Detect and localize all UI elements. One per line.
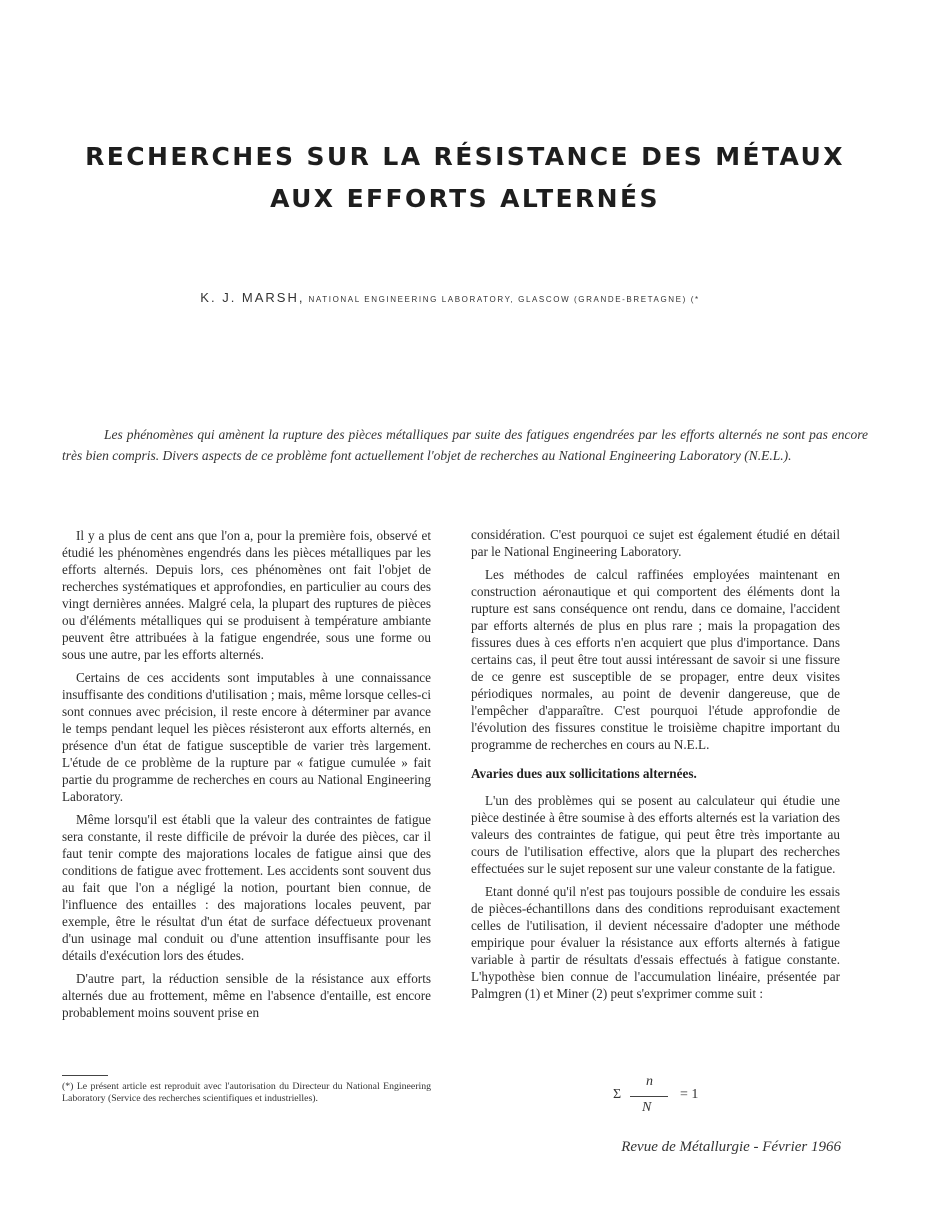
right-paragraph-4: Etant donné qu'il n'est pas toujours possible de conduire les essais de pièces-échantillons dans des conditions reproduisant exactement celles de l'utilisation, il devient nécessaire d'adopter une méthode empirique pour évaluer la résistance aux efforts alternés à fatigue variable à partir de résultats d'essais effectués à fatigue constante. L'hypothèse bien connue de l'accumulation linéaire, présentée par Palmgren (1) et Miner (2) peut s'exprimer comme suit : [471, 884, 840, 1001]
formula-numerator: n [646, 1074, 653, 1089]
author-affiliation: NATIONAL ENGINEERING LABORATORY, GLASCOW (GRANDE-BRETAGNE) (* [308, 295, 700, 304]
right-paragraph-3: L'un des problèmes qui se posent au calculateur qui étudie une pièce destinée à être soumise à des efforts alternés est la variation des valeurs des contraintes de fatigue, qui peut être très importante au cours de l'utilisation effective, alors que la plupart des recherches effectuées sur le sujet reposent sur une valeur constante de la fatigue. [471, 793, 840, 876]
footnote-rule [62, 1075, 108, 1076]
journal-footer: Revue de Métallurgie - Février 1966 [621, 1139, 841, 1155]
formula-denominator: N [642, 1100, 652, 1115]
title-line-1: RECHERCHES SUR LA RÉSISTANCE DES MÉTAUX [85, 142, 845, 171]
miner-formula [600, 1074, 740, 1126]
abstract: Les phénomènes qui amènent la rupture des pièces métalliques par suite des fatigues engendrées par les efforts alternés ne sont pas encore très bien compris. Divers aspects de ce problème font actuellement l'objet de recherches au National Engineering Laboratory (N.E.L.). [62, 427, 868, 463]
formula-sigma: Σ [613, 1087, 622, 1102]
byline [0, 290, 900, 305]
left-paragraph-3: Même lorsqu'il est établi que la valeur des contraintes de fatigue sera constante, il reste difficile de prévoir la durée des pièces, car il faut tenir compte des majorations locales de fatigue ainsi que des conditions de fatigue avec frottement. Les accidents sont souvent dus au fait que l'on a négligé la notion, pourtant bien connue, de l'influence des entailles : des majorations locales peuvent, par exemple, être le résultat d'un état de surface défectueux provenant d'un usinage mal conduit ou d'une attention insuffisante pour les détails d'exécution lors des études. [62, 812, 431, 963]
right-paragraph-continuation: considération. C'est pourquoi ce sujet est également étudié en détail par le National Engineering Laboratory. [471, 527, 840, 559]
left-column [62, 527, 431, 1027]
left-paragraph-1: Il y a plus de cent ans que l'on a, pour la première fois, observé et étudié les phénomènes engendrés dans les pièces métalliques par les efforts alternés. Depuis lors, ces phénomènes ont fait l'objet de recherches systématiques et approfondies, en particulier au cours des vingt dernières années. Malgré cela, la plupart des ruptures de pièces ou d'éléments métalliques qui se produisent à température ambiante peuvent être attribuées à la fatigue engendrée, sous une forme ou sous une autre, par les efforts alternés. [62, 528, 431, 662]
formula-fraction-bar [630, 1096, 668, 1097]
left-paragraph-4: D'autre part, la réduction sensible de la résistance aux efforts alternés due au frottement, même en l'absence d'entaille, est encore probablement moins souvent prise en [62, 971, 431, 1020]
title-line-2: AUX EFFORTS ALTERNÉS [270, 184, 660, 213]
author-name: K. J. MARSH, [200, 290, 305, 305]
right-paragraph-2: Les méthodes de calcul raffinées employées maintenant en construction aéronautique et qui comportent des éléments dont la rupture est sans conséquence ont rendu, dans ce domaine, l'accident par efforts alternés de plus en plus rare ; mais la propagation des fissures dues à ces efforts n'en acquiert que plus d'importance. Dans certains cas, il peut être tout aussi intéressant de savoir si une fissure de ce genre est susceptible de se propager, entre deux visites périodiques normales, au point de devenir dangereuse, que de l'empêcher d'apparaître. C'est pourquoi l'étude approfondie de l'évolution des fissures constitue le troisième chapitre important du programme de recherches en cours au N.E.L. [471, 567, 840, 752]
article-title [60, 136, 870, 220]
section-heading: Avaries dues aux sollicitations alternées. [471, 766, 697, 781]
right-column [471, 526, 840, 1008]
footnote: (*) Le présent article est reproduit avec l'autorisation du Directeur du National Engineering Laboratory (Service des recherches scientifiques et industrielles). [62, 1081, 431, 1104]
formula-equals: = 1 [680, 1087, 699, 1102]
left-paragraph-2: Certains de ces accidents sont imputables à une connaissance insuffisante des conditions d'utilisation ; mais, même lorsque celles-ci sont connues avec précision, il reste encore à déterminer par avance le temps pendant lequel les pièces résisteront aux efforts alternés, en présence d'un état de fatigue susceptible de varier très largement. L'étude de ce problème de la rupture par « fatigue cumulée » fait partie du programme de recherches en cours au National Engineering Laboratory. [62, 670, 431, 804]
